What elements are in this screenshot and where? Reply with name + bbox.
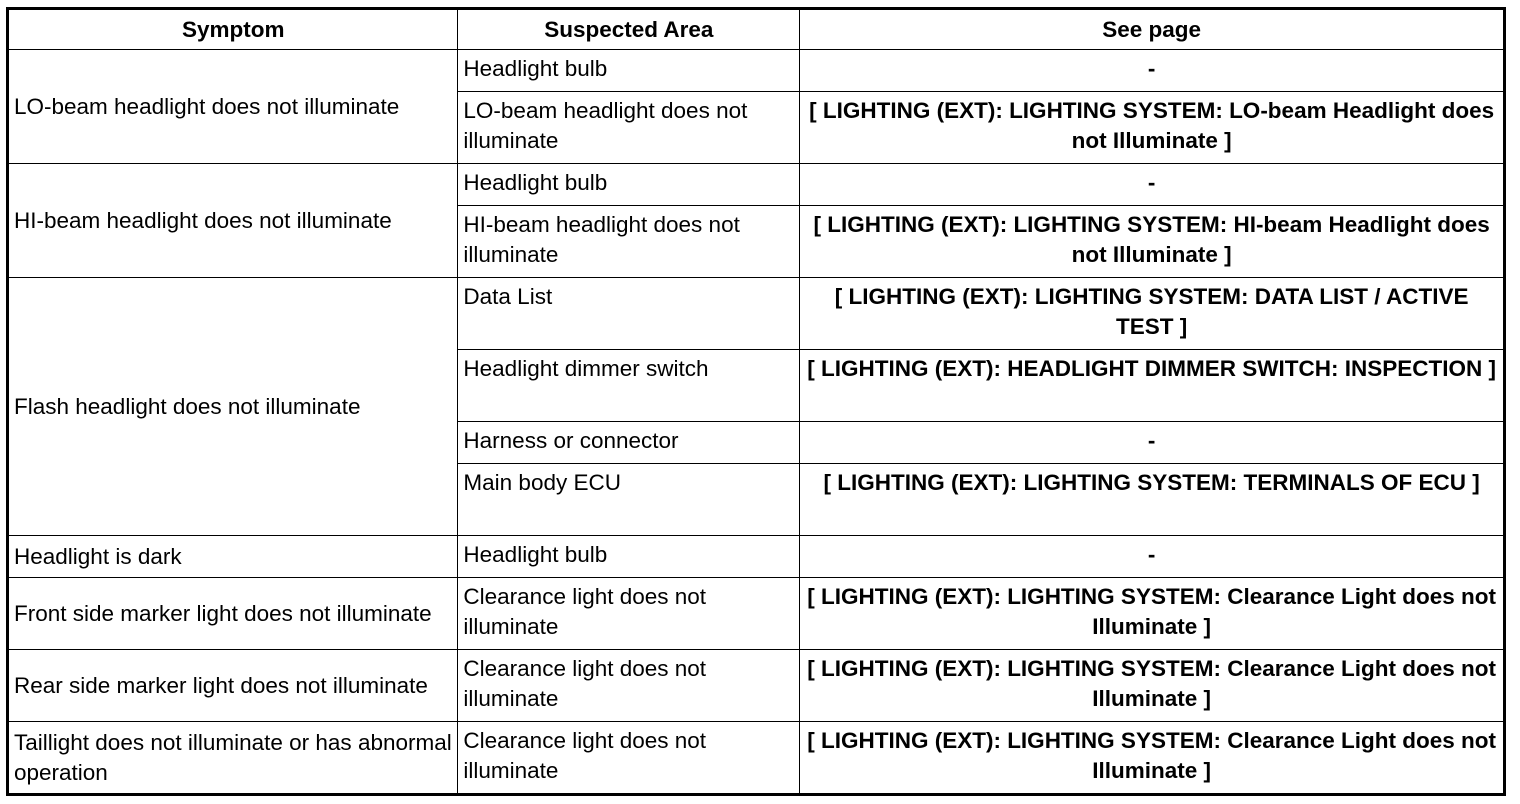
suspected-area-cell: Harness or connector xyxy=(458,422,800,464)
suspected-area-cell: Main body ECU xyxy=(458,464,800,536)
see-page-cell xyxy=(800,536,1505,578)
table-row xyxy=(8,164,1505,206)
symptom-cell: Flash headlight does not illuminate xyxy=(8,278,458,536)
header-suspected-area: Suspected Area xyxy=(458,9,800,50)
see-page-link[interactable]: [ LIGHTING (EXT): LIGHTING SYSTEM: Clearance Light does not Illuminate ] xyxy=(807,728,1496,783)
see-page-link[interactable]: [ LIGHTING (EXT): LIGHTING SYSTEM: Clearance Light does not Illuminate ] xyxy=(807,584,1496,639)
see-page-text: - xyxy=(1147,170,1156,195)
symptom-cell: LO-beam headlight does not illuminate xyxy=(8,50,458,164)
see-page-cell xyxy=(800,722,1505,795)
table-row xyxy=(8,722,1505,795)
suspected-area-cell: Clearance light does not illuminate xyxy=(458,650,800,722)
see-page-link[interactable]: [ LIGHTING (EXT): HEADLIGHT DIMMER SWITCH: INSPECTION ] xyxy=(807,356,1496,381)
see-page-cell xyxy=(800,350,1505,422)
table-row xyxy=(8,650,1505,722)
suspected-area-cell: Headlight bulb xyxy=(458,536,800,578)
see-page-link[interactable]: [ LIGHTING (EXT): LIGHTING SYSTEM: HI-beam Headlight does not Illuminate ] xyxy=(813,212,1490,267)
header-symptom: Symptom xyxy=(8,9,458,50)
see-page-link[interactable]: [ LIGHTING (EXT): LIGHTING SYSTEM: TERMINALS OF ECU ] xyxy=(823,470,1480,495)
symptom-cell: HI-beam headlight does not illuminate xyxy=(8,164,458,278)
see-page-cell xyxy=(800,422,1505,464)
see-page-cell xyxy=(800,164,1505,206)
see-page-link[interactable]: [ LIGHTING (EXT): LIGHTING SYSTEM: Clearance Light does not Illuminate ] xyxy=(807,656,1496,711)
suspected-area-cell: Headlight dimmer switch xyxy=(458,350,800,422)
header-see-page: See page xyxy=(800,9,1505,50)
table-row xyxy=(8,536,1505,578)
suspected-area-cell: Headlight bulb xyxy=(458,50,800,92)
see-page-cell xyxy=(800,50,1505,92)
table-row xyxy=(8,278,1505,350)
suspected-area-cell: Headlight bulb xyxy=(458,164,800,206)
see-page-cell xyxy=(800,278,1505,350)
see-page-cell xyxy=(800,464,1505,536)
see-page-link[interactable]: [ LIGHTING (EXT): LIGHTING SYSTEM: LO-beam Headlight does not Illuminate ] xyxy=(809,98,1495,153)
see-page-link[interactable]: [ LIGHTING (EXT): LIGHTING SYSTEM: DATA LIST / ACTIVE TEST ] xyxy=(834,284,1469,339)
see-page-text: - xyxy=(1147,542,1156,567)
suspected-area-cell: Clearance light does not illuminate xyxy=(458,578,800,650)
suspected-area-cell: LO-beam headlight does not illuminate xyxy=(458,92,800,164)
header-row xyxy=(8,9,1505,50)
suspected-area-cell: Data List xyxy=(458,278,800,350)
symptom-cell: Front side marker light does not illuminate xyxy=(8,578,458,650)
table-row xyxy=(8,578,1505,650)
see-page-text: - xyxy=(1147,56,1156,81)
see-page-cell xyxy=(800,650,1505,722)
symptom-cell: Taillight does not illuminate or has abnormal operation xyxy=(8,722,458,795)
symptom-table xyxy=(6,7,1506,796)
table-row xyxy=(8,50,1505,92)
suspected-area-cell: HI-beam headlight does not illuminate xyxy=(458,206,800,278)
see-page-cell xyxy=(800,578,1505,650)
see-page-cell xyxy=(800,206,1505,278)
suspected-area-cell: Clearance light does not illuminate xyxy=(458,722,800,795)
see-page-text: - xyxy=(1147,428,1156,453)
symptom-cell: Headlight is dark xyxy=(8,536,458,578)
symptom-cell: Rear side marker light does not illuminate xyxy=(8,650,458,722)
see-page-cell xyxy=(800,92,1505,164)
